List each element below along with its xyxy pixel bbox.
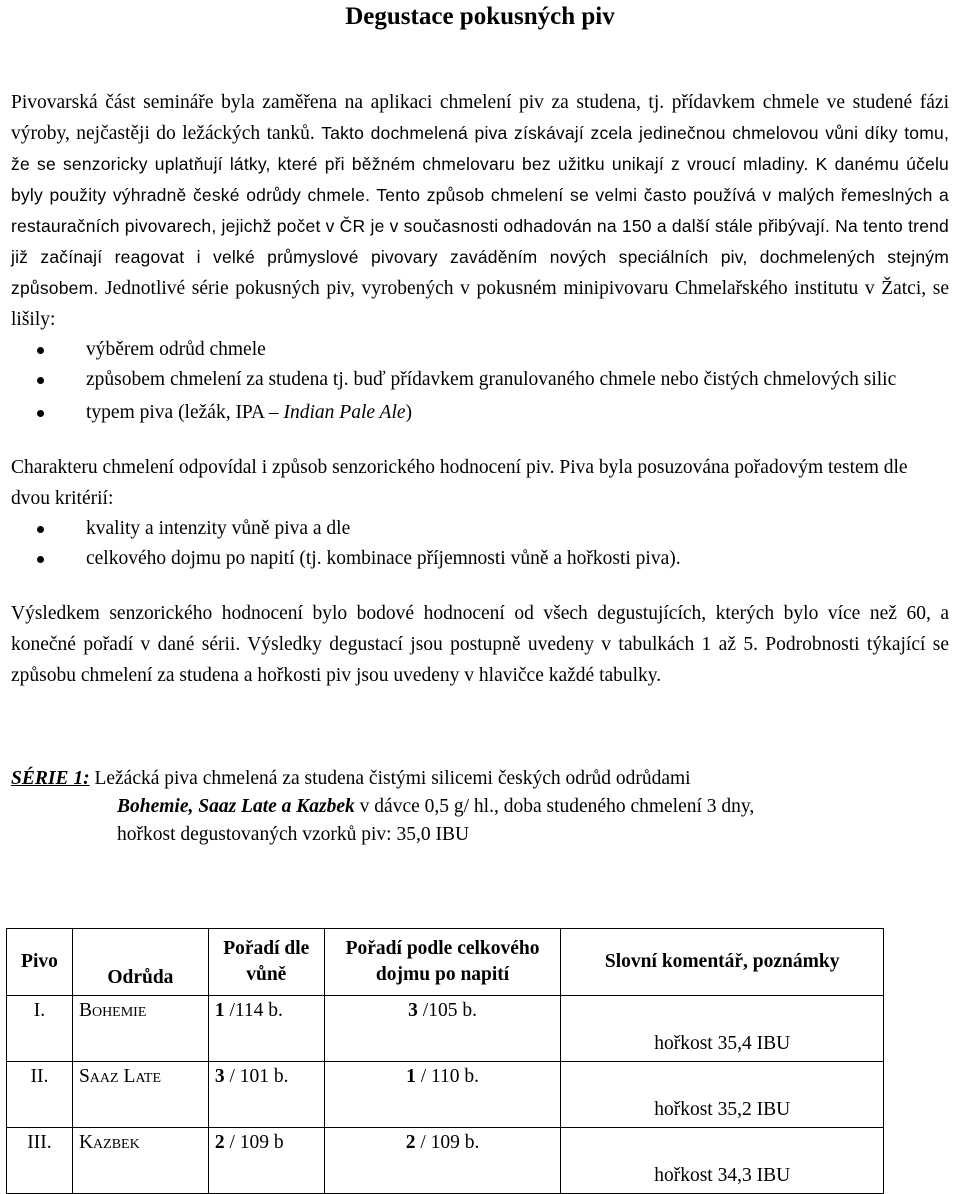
- cell-dojem: 1 / 110 b.: [324, 1062, 561, 1128]
- bullet-icon: [37, 556, 44, 563]
- table-row: [7, 1128, 884, 1194]
- list-item: typem piva (ležák, IPA – Indian Pale Ale): [11, 398, 949, 428]
- cell-dojem: 2 / 109 b.: [324, 1128, 561, 1194]
- cell-odruda: Bohemie: [72, 996, 208, 1062]
- serie-heading: [11, 765, 949, 849]
- cell-dojem: 3 /105 b.: [324, 996, 561, 1062]
- evaluation-paragraph: Charakteru chmelení odpovídal i způsob senzorického hodnocení piv. Piva byla posuzována pořadovým testem dle dvou kritérií:: [11, 457, 908, 509]
- cell-vune: 1 /114 b.: [208, 996, 324, 1062]
- header-dojem: Pořadí podle celkového dojmu po napití: [324, 929, 561, 996]
- list-item: celkového dojmu po napití (tj. kombinace příjemnosti vůně a hořkosti piva).: [11, 544, 949, 574]
- bullet-icon: [37, 410, 44, 417]
- intro-sentence-1: Pivovarská část semináře byla zaměřena na aplikaci chmelení piv za studena, tj. přídavkem chmele ve studené fázi výroby, nejčastěji do ležáckých tanků.: [11, 92, 949, 144]
- header-odruda: Odrůda: [72, 929, 208, 996]
- header-komentar: Slovní komentář, poznámky: [561, 929, 884, 996]
- table-row: [7, 1062, 884, 1128]
- header-pivo: Pivo: [7, 929, 73, 996]
- list-item: výběrem odrůd chmele: [11, 335, 949, 365]
- cell-pivo: I.: [7, 996, 73, 1062]
- cell-vune: 2 / 109 b: [208, 1128, 324, 1194]
- cell-vune: 3 / 101 b.: [208, 1062, 324, 1128]
- bullet-icon: [37, 347, 44, 354]
- header-vune: Pořadí dle vůně: [208, 929, 324, 996]
- list-item: způsobem chmelení za studena tj. buď přídavkem granulovaného chmele nebo čistých chmelových silic: [11, 365, 949, 395]
- cell-pivo: III.: [7, 1128, 73, 1194]
- intro-paragraph: [11, 87, 949, 335]
- bullet-icon: [37, 377, 44, 384]
- cell-odruda: Kazbek: [72, 1128, 208, 1194]
- intro-sentence-3: Jednotlivé série pokusných piv, vyrobených v pokusném minipivovaru Chmelařského institutu v Žatci, se lišily:: [11, 278, 949, 330]
- serie-line-2: Bohemie, Saaz Late a Kazbek v dávce 0,5 g/ hl., doba studeného chmelení 3 dny,: [117, 796, 755, 817]
- cell-komentar: hořkost 35,4 IBU: [561, 996, 884, 1062]
- serie-line-3: hořkost degustovaných vzorků piv: 35,0 IBU: [117, 824, 470, 845]
- results-table: [6, 928, 884, 1194]
- serie-line-1: SÉRIE 1: Ležácká piva chmelená za studena čistými silicemi českých odrůd odrůdami: [11, 768, 691, 789]
- page-title: Degustace pokusných piv: [345, 3, 615, 30]
- list-item: kvality a intenzity vůně piva a dle: [11, 514, 949, 544]
- cell-komentar: hořkost 35,2 IBU: [561, 1062, 884, 1128]
- difference-list: [11, 335, 949, 428]
- table-header-row: [7, 929, 884, 996]
- cell-pivo: II.: [7, 1062, 73, 1128]
- cell-odruda: Saaz Late: [72, 1062, 208, 1128]
- results-paragraph: Výsledkem senzorického hodnocení bylo bodové hodnocení od všech degustujících, kterých bylo více než 60, a konečné pořadí v dané sérii. Výsledky degustací jsou postupně uvedeny v tabulkách 1 až 5. Podrobnosti týkající se způsobu chmelení za studena a hořkosti piv jsou uvedeny v hlavičce každé tabulky.: [11, 603, 949, 686]
- bullet-icon: [37, 526, 44, 533]
- table-row: [7, 996, 884, 1062]
- serie-varieties: Bohemie, Saaz Late a Kazbek: [117, 796, 355, 817]
- criteria-list: [11, 514, 949, 574]
- intro-sentence-2: Takto dochmelená piva získávají zcela jedinečnou chmelovou vůni díky tomu, že se senzoricky uplatňují látky, které při běžném chmelovaru bez užitku unikají z vroucí mladiny. K danému účelu byly použity výhradně české odrůdy chmele. Tento způsob chmelení se velmi často používá v malých řemeslných a restauračních pivovarech, jejichž počet v ČR je v současnosti odhadován na 150 a další stále přibývají. Na tento trend již začínají reagovat i velké průmyslové pivovary zaváděním nových speciálních piv, dochmelených stejným způsobem.: [11, 123, 950, 298]
- serie-label: SÉRIE 1:: [11, 768, 90, 789]
- cell-komentar: hořkost 34,3 IBU: [561, 1128, 884, 1194]
